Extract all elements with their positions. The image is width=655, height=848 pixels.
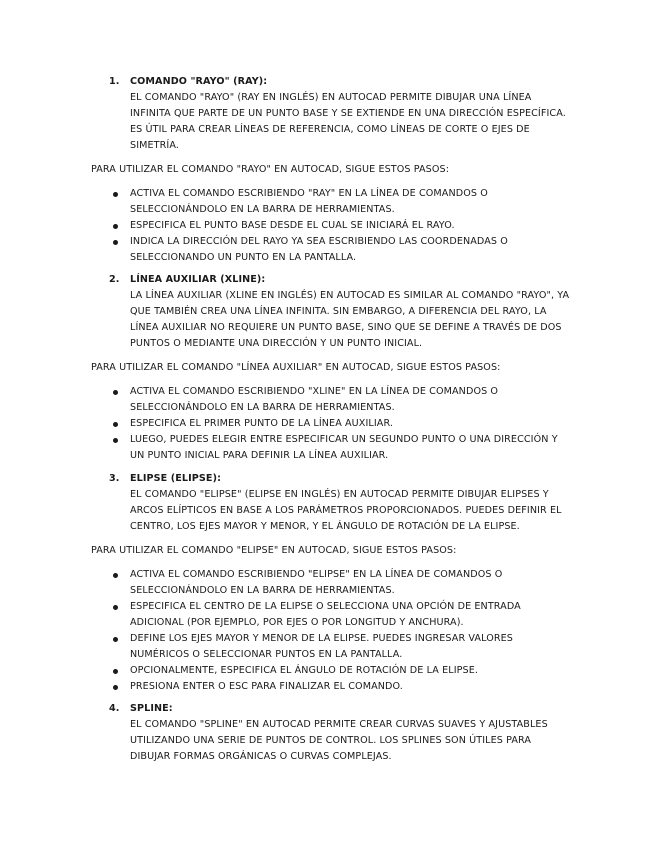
steps-list	[110, 567, 565, 695]
steps-intro: PARA UTILIZAR EL COMANDO "LÍNEA AUXILIAR" EN AUTOCAD, SIGUE ESTOS PASOS:	[91, 362, 501, 373]
bullet-icon	[113, 573, 118, 578]
section-heading	[100, 272, 570, 288]
list-item: ESPECIFICA EL PUNTO BASE DESDE EL CUAL SE INICIARÁ EL RAYO.	[110, 218, 565, 234]
section-body: EL COMANDO "ELIPSE" (ELIPSE EN INGLÉS) EN AUTOCAD PERMITE DIBUJAR ELIPSES Y ARCOS ELÍPTICOS EN BASE A LOS PARÁMETROS PROPORCIONADOS. PUEDES DEFINIR EL CENTRO, LOS EJES MAYOR Y MENOR, Y EL ÁNGULO DE ROTACIÓN DE LA ELIPSE.	[130, 489, 562, 532]
section-number: 4.	[109, 703, 120, 714]
steps-intro: PARA UTILIZAR EL COMANDO "RAYO" EN AUTOCAD, SIGUE ESTOS PASOS:	[91, 164, 450, 175]
list-item: DEFINE LOS EJES MAYOR Y MENOR DE LA ELIPSE. PUEDES INGRESAR VALORES NUMÉRICOS O SELECCIONAR PUNTOS EN LA PANTALLA.	[110, 631, 565, 663]
section-xline	[100, 272, 570, 352]
list-item: ACTIVA EL COMANDO ESCRIBIENDO "RAY" EN LA LÍNEA DE COMANDOS O SELECCIONÁNDOLO EN LA BARRA DE HERRAMIENTAS.	[110, 186, 565, 218]
list-item: INDICA LA DIRECCIÓN DEL RAYO YA SEA ESCRIBIENDO LAS COORDENADAS O SELECCIONANDO UN PUNTO EN LA PANTALLA.	[110, 234, 565, 266]
section-number: 3.	[109, 473, 120, 484]
list-item: OPCIONALMENTE, ESPECIFICA EL ÁNGULO DE ROTACIÓN DE LA ELIPSE.	[110, 663, 565, 679]
bullet-icon	[113, 685, 118, 690]
section-spline	[100, 701, 570, 765]
list-item: ESPECIFICA EL CENTRO DE LA ELIPSE O SELECCIONA UNA OPCIÓN DE ENTRADA ADICIONAL (POR EJEMPLO, POR EJES O POR LONGITUD Y ANCHURA).	[110, 599, 565, 631]
section-ellipse	[100, 471, 570, 535]
list-item: ACTIVA EL COMANDO ESCRIBIENDO "ELIPSE" EN LA LÍNEA DE COMANDOS O SELECCIONÁNDOLO EN LA BARRA DE HERRAMIENTAS.	[110, 567, 565, 599]
bullet-icon	[113, 669, 118, 674]
section-number: 2.	[109, 274, 120, 285]
list-item: LUEGO, PUEDES ELEGIR ENTRE ESPECIFICAR UN SEGUNDO PUNTO O UNA DIRECCIÓN Y UN PUNTO INICIAL PARA DEFINIR LA LÍNEA AUXILIAR.	[110, 432, 565, 464]
section-number: 1.	[109, 76, 120, 87]
section-title: LÍNEA AUXILIAR (XLINE):	[130, 274, 266, 285]
bullet-icon	[113, 605, 118, 610]
steps-list	[110, 384, 565, 464]
list-item: PRESIONA ENTER O ESC PARA FINALIZAR EL COMANDO.	[110, 679, 565, 695]
steps-intro: PARA UTILIZAR EL COMANDO "ELIPSE" EN AUTOCAD, SIGUE ESTOS PASOS:	[91, 545, 457, 556]
bullet-icon	[113, 438, 118, 443]
section-ray	[100, 74, 570, 154]
section-body: LA LÍNEA AUXILIAR (XLINE EN INGLÉS) EN AUTOCAD ES SIMILAR AL COMANDO "RAYO", YA QUE TAMBIÉN CREA UNA LÍNEA INFINITA. SIN EMBARGO, A DIFERENCIA DEL RAYO, LA LÍNEA AUXILIAR NO REQUIERE UN PUNTO BASE, SINO QUE SE DEFINE A TRAVÉS DE DOS PUNTOS O MEDIANTE UNA DIRECCIÓN Y UN PUNTO INICIAL.	[130, 290, 570, 349]
list-item: ACTIVA EL COMANDO ESCRIBIENDO "XLINE" EN LA LÍNEA DE COMANDOS O SELECCIONÁNDOLO EN LA BARRA DE HERRAMIENTAS.	[110, 384, 565, 416]
bullet-icon	[113, 224, 118, 229]
bullet-icon	[113, 240, 118, 245]
bullet-icon	[113, 390, 118, 395]
section-title: ELIPSE (ELIPSE):	[130, 473, 222, 484]
section-heading	[100, 74, 570, 90]
steps-list	[110, 186, 565, 266]
section-body: EL COMANDO "SPLINE" EN AUTOCAD PERMITE CREAR CURVAS SUAVES Y AJUSTABLES UTILIZANDO UNA SERIE DE PUNTOS DE CONTROL. LOS SPLINES SON ÚTILES PARA DIBUJAR FORMAS ORGÁNICAS O CURVAS COMPLEJAS.	[130, 719, 548, 762]
section-heading	[100, 471, 570, 487]
list-item: ESPECIFICA EL PRIMER PUNTO DE LA LÍNEA AUXILIAR.	[110, 416, 565, 432]
bullet-icon	[113, 192, 118, 197]
section-title: SPLINE:	[130, 703, 173, 714]
bullet-icon	[113, 637, 118, 642]
section-body: EL COMANDO "RAYO" (RAY EN INGLÉS) EN AUTOCAD PERMITE DIBUJAR UNA LÍNEA INFINITA QUE PARTE DE UN PUNTO BASE Y SE EXTIENDE EN UNA DIRECCIÓN ESPECÍFICA. ES ÚTIL PARA CREAR LÍNEAS DE REFERENCIA, COMO LÍNEAS DE CORTE O EJES DE SIMETRÍA.	[130, 92, 566, 151]
bullet-icon	[113, 422, 118, 427]
section-heading	[100, 701, 570, 717]
section-title: COMANDO "RAYO" (RAY):	[130, 76, 268, 87]
